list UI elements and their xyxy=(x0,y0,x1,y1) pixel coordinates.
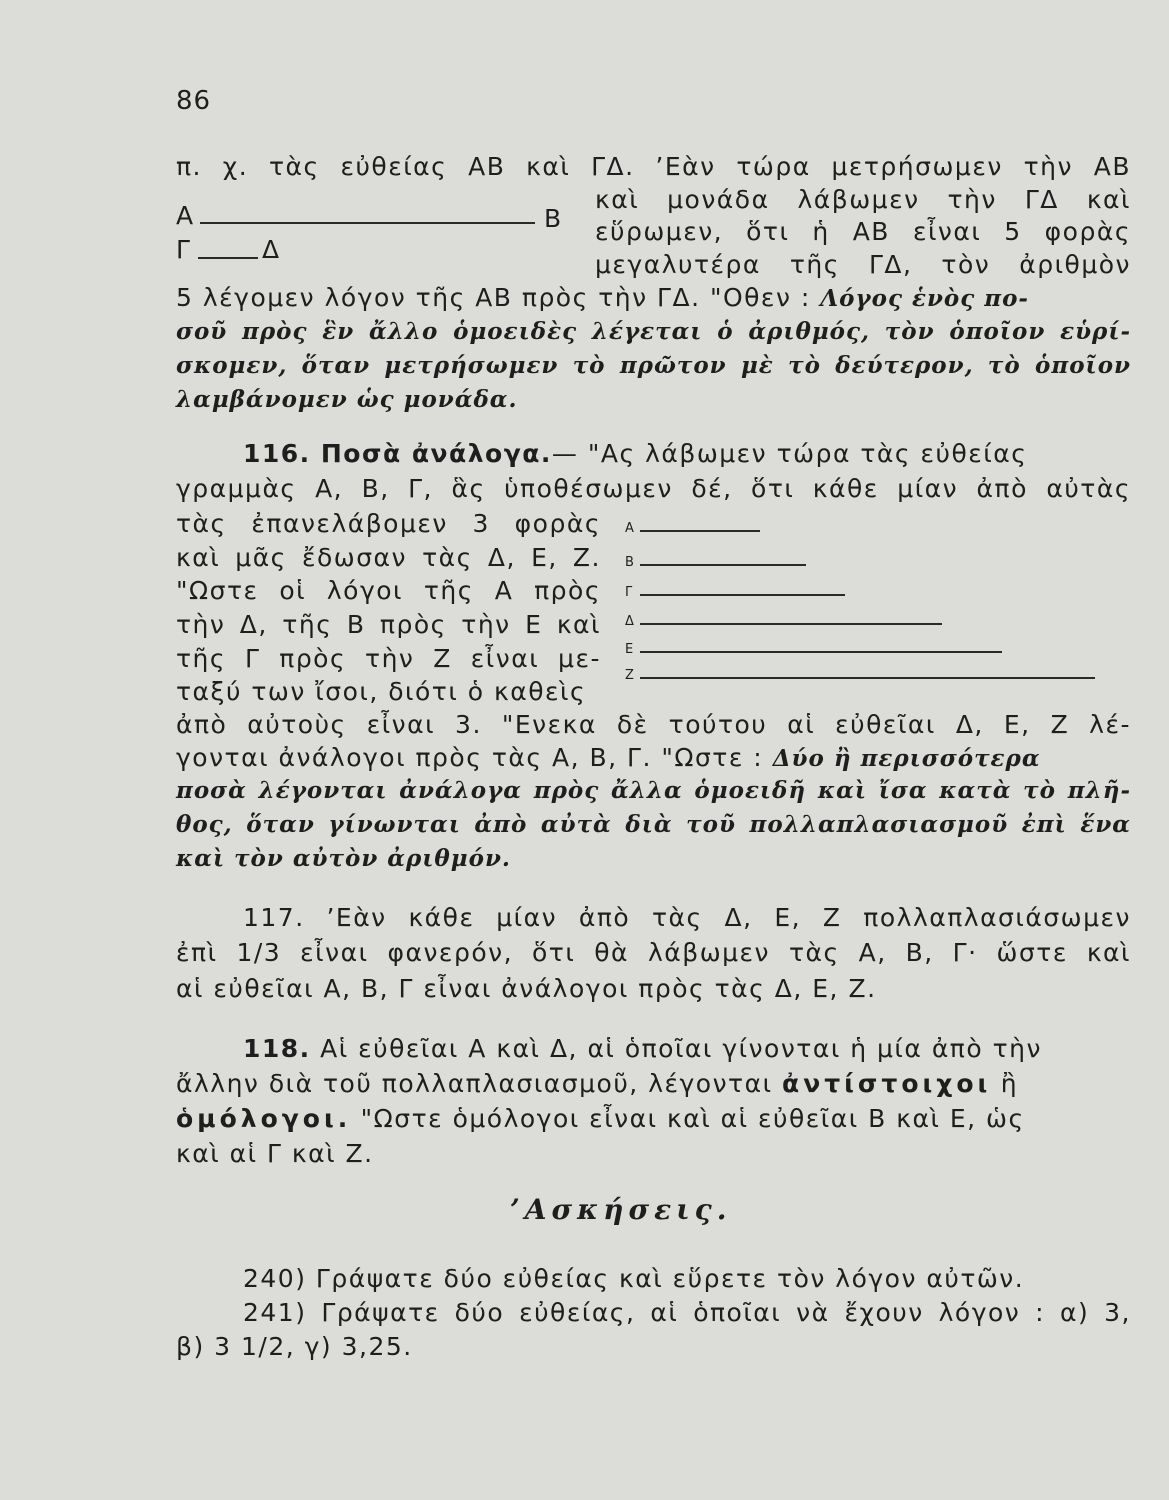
fig2-label-g: Γ xyxy=(625,585,633,600)
fig2-label-b: Β xyxy=(625,555,634,570)
section-117-line-3: αἱ εὐθεῖαι Α, Β, Γ εἶναι ἀνάλογοι πρὸς τὰς Δ, Ε, Ζ. xyxy=(176,974,877,1003)
section-116-line-2: γραμμὰς Α, Β, Γ, ἃς ὑποθέσωμεν δέ, ὅτι κάθε μίαν ἀπὸ αὐτὰς xyxy=(176,474,1131,503)
section-116-title: 116. Ποσὰ ἀνάλογα. xyxy=(243,439,552,468)
intro-line-5 xyxy=(176,285,1029,310)
exercise-241: 241) Γράψατε δύο εὐθείας, αἱ ὁποῖαι νὰ ἔχουν λόγον : α) 3, xyxy=(243,1298,1131,1327)
section-116-line-1 xyxy=(243,441,1027,466)
fig2-label-z: Ζ xyxy=(625,668,634,683)
exercise-240: 240) Γράψατε δύο εὐθείας καὶ εὕρετε τὸν λόγον αὐτῶν. xyxy=(243,1264,1025,1293)
section-118-line-2-end: ἢ xyxy=(1000,1069,1019,1098)
section-118-line-2 xyxy=(176,1071,1018,1096)
section-118-line-1 xyxy=(243,1036,1042,1061)
term-antistoichoi: ἀντίστοιχοι xyxy=(782,1069,992,1098)
section-117-line-1: 117. ’Εὰν κάθε μίαν ἀπὸ τὰς Δ, Ε, Ζ πολλαπλασιάσωμεν xyxy=(243,903,1131,932)
page-number: 86 xyxy=(176,86,212,116)
section-116-line-7: τῆς Γ πρὸς τὴν Ζ εἶναι με- xyxy=(176,644,601,673)
section-118-line-2-plain: ἄλλην διὰ τοῦ πολλαπλασιασμοῦ, λέγονται xyxy=(176,1069,773,1098)
section-117-line-2: ἐπὶ 1/3 εἶναι φανερόν, ὅτι θὰ λάβωμεν τὰς Α, Β, Γ· ὥστε καὶ xyxy=(176,938,1131,967)
segment-a xyxy=(640,530,760,532)
section-118-line-4: καὶ αἱ Γ καὶ Ζ. xyxy=(176,1139,374,1168)
fig2-label-d: Δ xyxy=(625,614,634,629)
definition-proportional-line-3: καὶ τὸν αὐτὸν ἀριθμόν. xyxy=(176,845,511,872)
section-116-line-9: ἀπὸ αὐτοὺς εἶναι 3. "Ενεκα δὲ τούτου αἱ εὐθεῖαι Δ, Ε, Ζ λέ- xyxy=(176,710,1131,739)
intro-line-5-plain: 5 λέγομεν λόγον τῆς ΑΒ πρὸς τὴν ΓΔ. "Οθεν : xyxy=(176,283,811,312)
section-118-line-1-rest: Αἱ εὐθεῖαι Α καὶ Δ, αἱ ὁποῖαι γίνονται ἡ μία ἀπὸ τὴν xyxy=(320,1034,1042,1063)
section-118-number: 118. xyxy=(243,1034,311,1063)
section-116-line-5: "Ωστε οἱ λόγοι τῆς Α πρὸς xyxy=(176,576,601,605)
intro-line-5-bold: Λόγος ἑνὸς πο- xyxy=(820,285,1029,312)
section-116-line-8: ταξύ των ἴσοι, διότι ὁ καθεὶς xyxy=(176,677,587,706)
section-116-line-10-plain: γονται ἀνάλογοι πρὸς τὰς Α, Β, Γ. "Ωστε : xyxy=(176,743,764,772)
section-118-line-3-rest: "Ωστε ὁμόλογοι εἶναι καὶ αἱ εὐθεῖαι Β καὶ Ε, ὡς xyxy=(360,1104,1025,1133)
fig1-label-a: Α xyxy=(176,201,195,230)
intro-line-3: εὕρωμεν, ὅτι ἡ ΑΒ εἶναι 5 φορὰς xyxy=(595,217,1131,246)
section-116-line-4: καὶ μᾶς ἔδωσαν τὰς Δ, Ε, Ζ. xyxy=(176,543,601,572)
definition-ratio-line-1: σοῦ πρὸς ἓν ἄλλο ὁμοειδὲς λέγεται ὁ ἀριθμός, τὸν ὁποῖον εὑρί- xyxy=(176,318,1131,345)
fig1-label-g: Γ xyxy=(176,235,192,264)
definition-proportional-line-2: θος, ὅταν γίνωνται ἀπὸ αὐτὰ διὰ τοῦ πολλαπλασιασμοῦ ἐπὶ ἕνα xyxy=(176,811,1131,838)
section-118-line-3 xyxy=(176,1106,1025,1131)
section-116-line-3: τὰς ἐπανελάβομεν 3 φορὰς xyxy=(176,509,601,538)
section-116-line-10 xyxy=(176,745,1041,770)
term-omologoi: ὁμόλογοι. xyxy=(176,1104,352,1133)
intro-line-1: π. χ. τὰς εὐθείας ΑΒ καὶ ΓΔ. ’Εὰν τώρα μετρήσωμεν τὴν ΑΒ xyxy=(176,152,1131,181)
fig1-label-b: Β xyxy=(544,204,563,233)
segment-e xyxy=(640,651,1002,653)
fig2-label-e: Ε xyxy=(625,642,634,657)
segment-ab xyxy=(200,222,535,224)
fig2-label-a: Α xyxy=(625,521,634,536)
definition-ratio-line-2: σκομεν, ὅταν μετρήσωμεν τὸ πρῶτον μὲ τὸ δεύτερον, τὸ ὁποῖον xyxy=(176,352,1131,379)
definition-ratio-line-3: λαμβάνομεν ὡς μονάδα. xyxy=(176,386,518,413)
section-116-line-1-rest: — "Ας λάβωμεν τώρα τὰς εὐθείας xyxy=(551,439,1028,468)
section-116-line-6: τὴν Δ, τῆς Β πρὸς τὴν Ε καὶ xyxy=(176,610,601,639)
definition-proportional-line-1: ποσὰ λέγονται ἀνάλογα πρὸς ἄλλα ὁμοειδῆ καὶ ἴσα κατὰ τὸ πλῆ- xyxy=(176,777,1131,804)
segment-b xyxy=(640,564,806,566)
intro-line-2: καὶ μονάδα λάβωμεν τὴν ΓΔ καὶ xyxy=(595,185,1131,214)
segment-g xyxy=(640,594,845,596)
exercise-241-cont: β) 3 1/2, γ) 3,25. xyxy=(176,1332,413,1361)
intro-line-4: μεγαλυτέρα τῆς ΓΔ, τὸν ἀριθμὸν xyxy=(595,250,1131,279)
exercises-heading: ’Ασκήσεις. xyxy=(510,1193,732,1226)
section-116-def-start: Δύο ἢ περισσότερα xyxy=(772,745,1041,772)
segment-d xyxy=(640,623,942,625)
fig1-label-d: Δ xyxy=(262,235,281,264)
segment-z xyxy=(640,677,1095,679)
segment-gd xyxy=(198,257,258,259)
